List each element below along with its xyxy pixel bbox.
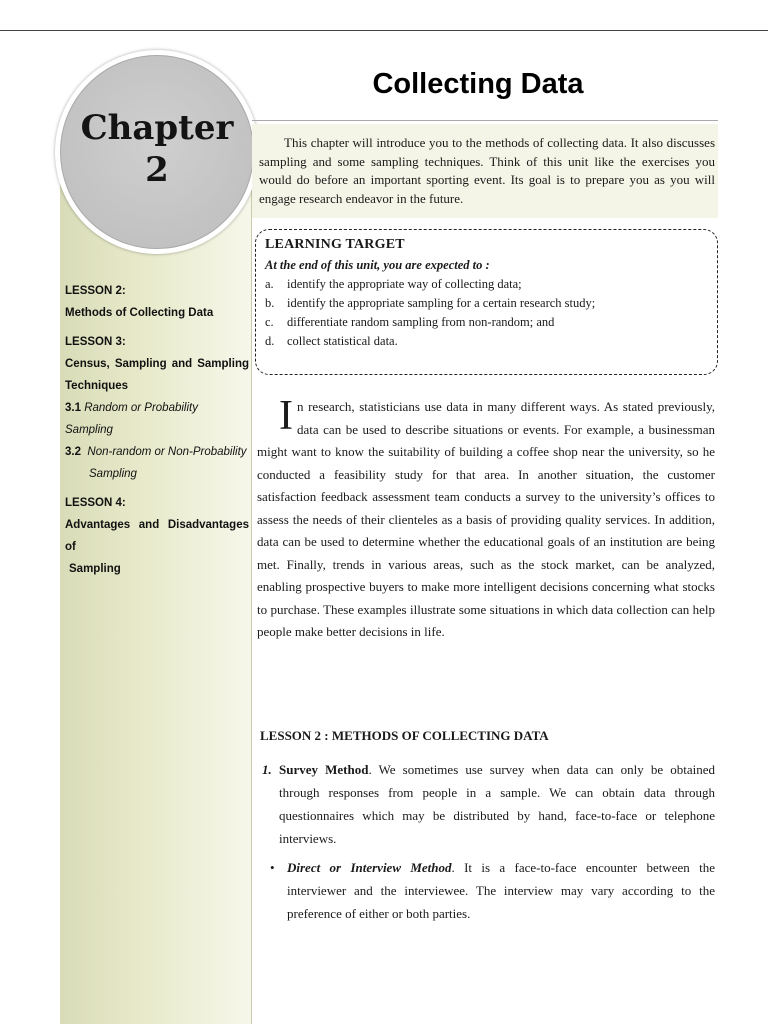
- learning-target-item: [265, 294, 707, 313]
- item-text: identify the appropriate way of collecting data;: [287, 277, 522, 291]
- survey-method-text: . We sometimes use survey when data can only be obtained through responses from people in a sample. We can obtain data through questionnaires which may be distributed by hand, face-to-face or telephone interviews.: [279, 762, 715, 846]
- learning-target-subheading: At the end of this unit, you are expected to :: [265, 258, 490, 272]
- chapter-number: 2: [145, 150, 169, 190]
- learning-target-box: [255, 229, 718, 375]
- chapter-badge: [55, 50, 259, 254]
- lesson4-title-line1: Advantages and Disadvantages of: [65, 519, 249, 553]
- learning-target-heading: LEARNING TARGET: [265, 237, 405, 252]
- lesson3-sub2: [65, 441, 249, 463]
- item-text: collect statistical data.: [287, 334, 398, 348]
- intro-box: [252, 124, 718, 218]
- direct-interview-paragraph: [287, 856, 715, 925]
- page-title: Collecting Data: [372, 68, 584, 100]
- lesson3-sub1-number: 3.1: [65, 402, 81, 414]
- body-paragraph: [257, 393, 715, 644]
- lesson3-sub1: [65, 397, 249, 441]
- body-text: n research, statisticians use data in many different ways. As stated previously, data can be used to describe situations or events. For example, a businessman might want to know the suitability of building a coffee shop near the university, so he conducted a feasibility study for that area. In another situation, the customer satisfaction feedback assessment team conducts a survey to the university’s offices to assess the needs of their clienteles as a basis of providing quality services. In addition, data can be used to determine whether the educational goals of an institution are being met. Finally, trends in various areas, such as the stock market, can be analyzed, enabling prospective buyers to make more intelligent decisions concerning what stocks to purchase. These examples illustrate some situations in which data collection can help people make better decisions in life.: [257, 399, 715, 639]
- survey-method-paragraph: [279, 758, 715, 850]
- learning-target-item: [265, 332, 707, 351]
- item-letter: b.: [265, 296, 275, 310]
- item-letter: a.: [265, 277, 274, 291]
- item-letter: c.: [265, 315, 274, 329]
- learning-target-item: [265, 313, 707, 332]
- top-rule: [0, 30, 768, 31]
- item-text: identify the appropriate sampling for a certain research study;: [287, 296, 596, 310]
- lesson4-title-line2: Sampling: [69, 563, 121, 575]
- lesson3-title-line2: Techniques: [65, 380, 129, 392]
- learning-target-list: [265, 275, 707, 351]
- lesson3-title-line1: Census, Sampling and Sampling: [65, 358, 249, 370]
- lesson2-title: Methods of Collecting Data: [65, 307, 214, 319]
- bullet-symbol: •: [270, 860, 275, 875]
- title-rule: [252, 120, 718, 121]
- item-number: 1.: [262, 762, 272, 777]
- lesson2-heading: LESSON 2 : METHODS OF COLLECTING DATA: [260, 728, 549, 743]
- intro-text: This chapter will introduce you to the methods of collecting data. It also discusses sampling and some sampling techniques. Think of this unit like the exercises you would do before an important sporting event. Its goal is to prepare you as you will engage research endeavor in the future.: [259, 135, 715, 206]
- lesson3-sub2-line2: [65, 463, 249, 485]
- lesson4-label: LESSON 4:: [65, 497, 126, 509]
- direct-interview-text: . It is a face-to-face encounter between the interviewer and the interviewee. The interview may vary according to the preference of either or both parties.: [287, 860, 716, 921]
- lesson3-sub2-title-line2: Sampling: [89, 468, 137, 480]
- lesson3-sub2-number: 3.2: [65, 446, 81, 458]
- lesson3-label: LESSON 3:: [65, 336, 126, 348]
- drop-cap: I: [279, 393, 293, 439]
- lesson2-label: LESSON 2:: [65, 285, 126, 297]
- survey-method-item: [260, 758, 715, 850]
- chapter-word: Chapter: [80, 108, 234, 148]
- item-text: differentiate random sampling from non-random; and: [287, 315, 555, 329]
- sidebar-lesson-list: [65, 280, 249, 580]
- lesson3-sub2-title-line1: Non-random or Non-Probability: [87, 446, 247, 458]
- survey-method-title: Survey Method: [279, 762, 369, 777]
- direct-interview-title: Direct or Interview Method: [287, 860, 452, 875]
- learning-target-item: [265, 275, 707, 294]
- lesson3-sub1-title: Random or Probability Sampling: [65, 402, 198, 436]
- direct-interview-bullet: [270, 856, 715, 925]
- item-letter: d.: [265, 334, 275, 348]
